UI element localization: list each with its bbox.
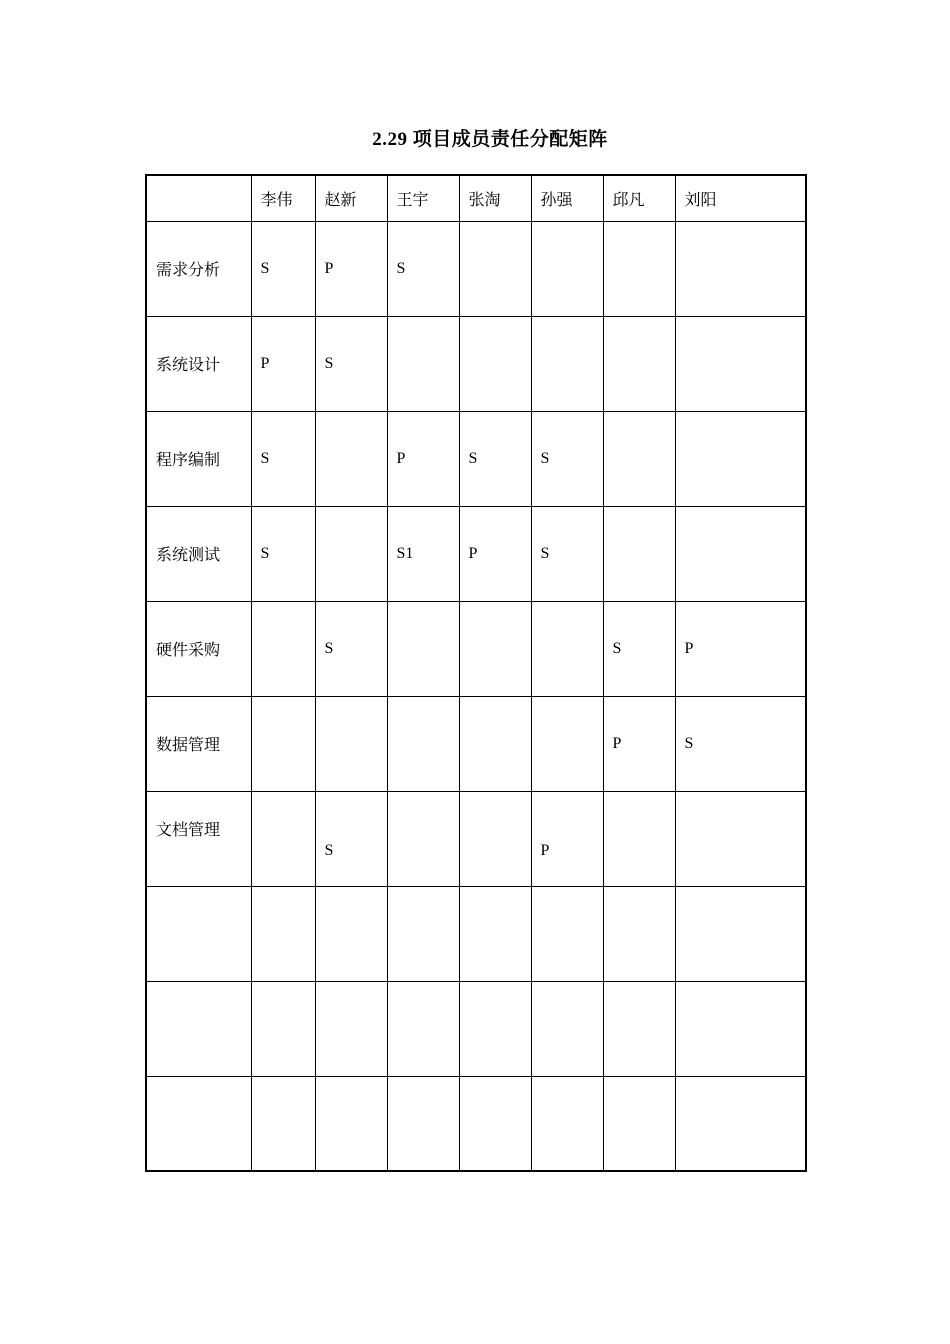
table-cell	[459, 886, 531, 981]
table-cell	[603, 1076, 675, 1171]
member-header: 赵新	[315, 175, 387, 221]
task-label	[146, 1076, 251, 1171]
table-row	[146, 791, 806, 886]
table-cell: S	[531, 411, 603, 506]
page-title: 2.29 项目成员责任分配矩阵	[372, 129, 608, 150]
table-cell	[387, 1076, 459, 1171]
task-label	[146, 981, 251, 1076]
table-cell	[603, 411, 675, 506]
table-cell	[459, 601, 531, 696]
table-cell	[675, 316, 806, 411]
table-cell: S1	[387, 506, 459, 601]
member-header: 张淘	[459, 175, 531, 221]
table-cell	[387, 696, 459, 791]
table-cell	[251, 601, 315, 696]
table-row	[146, 221, 806, 316]
table-cell	[531, 886, 603, 981]
task-label	[146, 886, 251, 981]
task-label: 系统设计	[146, 316, 251, 411]
table-cell: P	[315, 221, 387, 316]
table-cell	[459, 791, 531, 886]
header-row	[146, 175, 806, 221]
table-cell	[387, 316, 459, 411]
table-cell	[387, 886, 459, 981]
table-cell	[675, 506, 806, 601]
table-cell: S	[251, 411, 315, 506]
table-cell: S	[531, 506, 603, 601]
member-header: 李伟	[251, 175, 315, 221]
table-row	[146, 316, 806, 411]
task-label: 程序编制	[146, 411, 251, 506]
task-label: 系统测试	[146, 506, 251, 601]
table-row	[146, 601, 806, 696]
table-cell: S	[315, 791, 387, 886]
task-label: 数据管理	[146, 696, 251, 791]
task-label: 硬件采购	[146, 601, 251, 696]
table-cell	[315, 411, 387, 506]
table-cell	[459, 981, 531, 1076]
table-row	[146, 1076, 806, 1171]
responsibility-matrix-table	[145, 174, 807, 1172]
table-row	[146, 506, 806, 601]
table-cell	[251, 1076, 315, 1171]
table-cell	[531, 696, 603, 791]
table-cell	[315, 886, 387, 981]
table-row	[146, 981, 806, 1076]
table-cell	[675, 221, 806, 316]
table-cell	[315, 506, 387, 601]
task-label: 文档管理	[146, 791, 251, 886]
table-cell: P	[531, 791, 603, 886]
table-cell	[459, 696, 531, 791]
table-cell	[251, 696, 315, 791]
table-cell	[315, 981, 387, 1076]
table-cell: S	[251, 221, 315, 316]
table-cell	[675, 981, 806, 1076]
table-cell	[531, 981, 603, 1076]
member-header: 刘阳	[675, 175, 806, 221]
table-cell	[459, 316, 531, 411]
task-label: 需求分析	[146, 221, 251, 316]
table-cell	[603, 886, 675, 981]
table-cell: S	[675, 696, 806, 791]
table-cell: P	[251, 316, 315, 411]
table-cell: P	[675, 601, 806, 696]
table-cell	[675, 1076, 806, 1171]
table-cell: S	[459, 411, 531, 506]
table-cell	[531, 1076, 603, 1171]
corner-cell	[146, 175, 251, 221]
table-cell	[387, 791, 459, 886]
table-cell: S	[387, 221, 459, 316]
table-row	[146, 696, 806, 791]
table-cell	[387, 981, 459, 1076]
table-cell	[459, 1076, 531, 1171]
table-cell: S	[603, 601, 675, 696]
table-row	[146, 411, 806, 506]
table-cell: S	[251, 506, 315, 601]
table-cell	[675, 411, 806, 506]
member-header: 王宇	[387, 175, 459, 221]
table-cell: S	[315, 601, 387, 696]
table-cell	[531, 601, 603, 696]
table-cell: P	[459, 506, 531, 601]
table-cell	[315, 696, 387, 791]
table-cell	[603, 221, 675, 316]
table-cell	[251, 791, 315, 886]
table-cell	[251, 981, 315, 1076]
table-cell: P	[387, 411, 459, 506]
table-cell	[603, 791, 675, 886]
table-cell	[531, 316, 603, 411]
table-row	[146, 886, 806, 981]
table-cell	[603, 981, 675, 1076]
table-cell	[459, 221, 531, 316]
table-cell	[387, 601, 459, 696]
member-header: 孙强	[531, 175, 603, 221]
table-cell: P	[603, 696, 675, 791]
table-cell	[531, 221, 603, 316]
table-cell	[315, 1076, 387, 1171]
table-cell: S	[315, 316, 387, 411]
table-cell	[603, 316, 675, 411]
member-header: 邱凡	[603, 175, 675, 221]
table-cell	[675, 886, 806, 981]
table-cell	[251, 886, 315, 981]
table-cell	[675, 791, 806, 886]
table-cell	[603, 506, 675, 601]
